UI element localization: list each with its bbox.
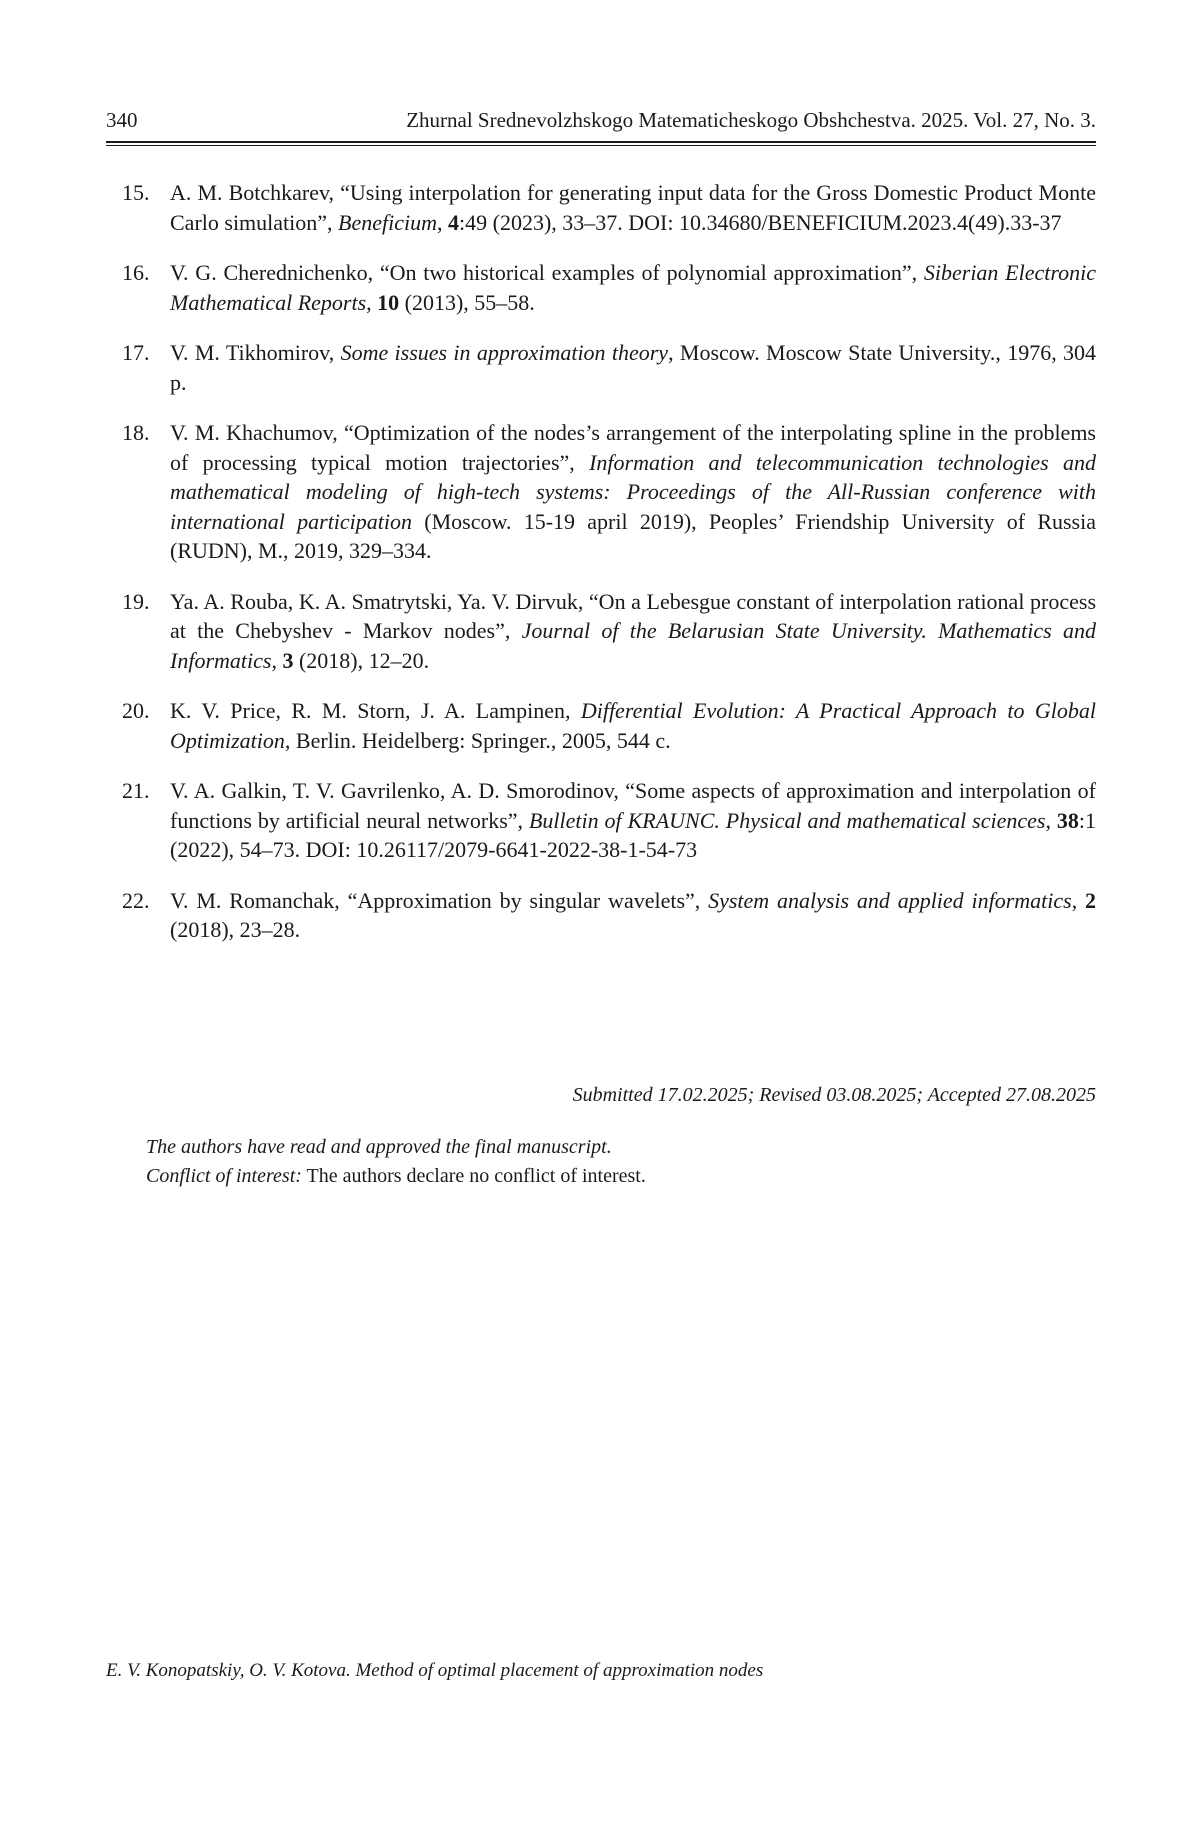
reference-volume: 2 xyxy=(1085,887,1097,913)
reference-item xyxy=(106,178,1096,237)
reference-number: 21. xyxy=(122,778,150,803)
reference-segment: (2018), 23–28. xyxy=(170,917,301,942)
reference-volume: 38 xyxy=(1056,807,1079,833)
reference-title: System analysis and applied informatics xyxy=(708,887,1072,913)
reference-segment: :49 (2023), 33–37. DOI: 10.34680/BENEFICIUM.2023.4(49).33-37 xyxy=(459,209,1062,235)
reference-title: Information and telecommunication technologies and mathematical modeling of high-tech systems: Proceedings of the All-Russian conference with international participation xyxy=(170,449,1097,534)
author-statements xyxy=(146,1133,1096,1191)
reference-item xyxy=(106,886,1096,945)
journal-title: Zhurnal Srednevolzhskogo Matematicheskogo Obshchestva. 2025. Vol. 27, No. 3. xyxy=(406,108,1096,132)
reference-text xyxy=(170,340,1096,395)
reference-segment: , xyxy=(1045,807,1057,833)
reference-title: Differential Evolution: A Practical Approach to Global Optimization xyxy=(170,698,1096,753)
header-rule-thin xyxy=(106,145,1096,146)
reference-segment: (2018), 12–20. xyxy=(293,647,430,673)
reference-segment: , xyxy=(1071,887,1086,913)
reference-text xyxy=(170,180,1096,235)
reference-segment: V. M. Romanchak, “Approximation by singular wavelets”, xyxy=(170,887,709,913)
reference-volume: 3 xyxy=(282,647,294,673)
reference-title: Journal of the Belarusian State University. Mathematics and Informatics xyxy=(170,618,1096,673)
reference-segment: , xyxy=(366,289,378,315)
reference-volume: 4 xyxy=(448,209,459,235)
reference-segment: V. G. Cherednichenko, “On two historical examples of polynomial approximation”, xyxy=(170,260,924,285)
reference-volume: 10 xyxy=(377,289,400,315)
reference-segment: V. M. Tikhomirov, xyxy=(170,340,341,365)
reference-segment: :1 (2022), 54–73. DOI: 10.26117/2079-6641-2022-38-1-54-73 xyxy=(170,807,1096,862)
reference-segment: , xyxy=(437,209,448,235)
submission-dates: Submitted 17.02.2025; Revised 03.08.2025; Accepted 27.08.2025 xyxy=(572,1084,1096,1106)
reference-number: 15. xyxy=(122,180,150,205)
reference-number: 16. xyxy=(122,260,150,285)
reference-text xyxy=(170,778,1096,862)
conflict-text: The authors declare no conflict of interest. xyxy=(301,1165,646,1187)
approval-statement: The authors have read and approved the final manuscript. xyxy=(146,1136,612,1158)
reference-number: 17. xyxy=(122,340,150,365)
reference-list xyxy=(106,178,1096,966)
reference-text xyxy=(170,888,1096,943)
reference-text xyxy=(170,260,1096,315)
reference-item xyxy=(106,776,1096,865)
reference-segment: V. M. Khachumov, “Optimization of the nodes’s arrangement of the interpolating spline in the problems of processing typical motion trajectories”, xyxy=(170,420,1096,475)
reference-title: Some issues in approximation theory xyxy=(340,340,669,365)
reference-segment: V. A. Galkin, T. V. Gavrilenko, A. D. Smorodinov, “Some aspects of approximation and interpolation of functions by artificial neural networks”, xyxy=(170,778,1096,833)
reference-number: 19. xyxy=(122,588,150,614)
reference-segment: , xyxy=(271,647,283,673)
reference-item xyxy=(106,418,1096,566)
reference-item xyxy=(106,696,1096,755)
reference-title: Bulletin of KRAUNC. Physical and mathematical sciences xyxy=(528,807,1046,833)
reference-text xyxy=(170,589,1096,673)
reference-item xyxy=(106,587,1096,676)
reference-number: 22. xyxy=(122,887,150,913)
running-footer: E. V. Konopatskiy, O. V. Kotova. Method of optimal placement of approximation nodes xyxy=(106,1660,764,1681)
reference-title: Beneficium xyxy=(338,209,437,235)
reference-segment: A. M. Botchkarev, “Using interpolation for generating input data for the Gross Domestic Product Monte Carlo simulation”, xyxy=(170,180,1096,235)
conflict-statement xyxy=(146,1162,1096,1191)
reference-number: 18. xyxy=(122,420,150,445)
reference-title: Siberian Electronic Mathematical Reports xyxy=(170,260,1096,315)
reference-text xyxy=(170,698,1096,753)
reference-segment: (Moscow. 15-19 april 2019), Peoples’ Friendship University of Russia (RUDN), M., 2019, 329–334. xyxy=(170,508,1097,563)
reference-item xyxy=(106,258,1096,317)
reference-segment: K. V. Price, R. M. Storn, J. A. Lampinen, xyxy=(170,698,581,723)
reference-item xyxy=(106,338,1096,397)
reference-segment: , Berlin. Heidelberg: Springer., 2005, 544 c. xyxy=(284,727,671,753)
reference-segment: , Moscow. Moscow State University., 1976, 304 p. xyxy=(170,340,1097,395)
reference-number: 20. xyxy=(122,698,150,723)
running-head xyxy=(106,106,1096,134)
reference-text xyxy=(170,420,1096,563)
conflict-label: Conflict of interest: xyxy=(146,1165,302,1187)
page-number: 340 xyxy=(106,108,138,132)
header-rule-thick xyxy=(106,141,1096,143)
reference-segment: (2013), 55–58. xyxy=(399,289,535,315)
reference-segment: Ya. A. Rouba, K. A. Smatrytski, Ya. V. Dirvuk, “On a Lebesgue constant of interpolation rational process at the Chebyshev - Markov nodes”, xyxy=(170,588,1096,643)
